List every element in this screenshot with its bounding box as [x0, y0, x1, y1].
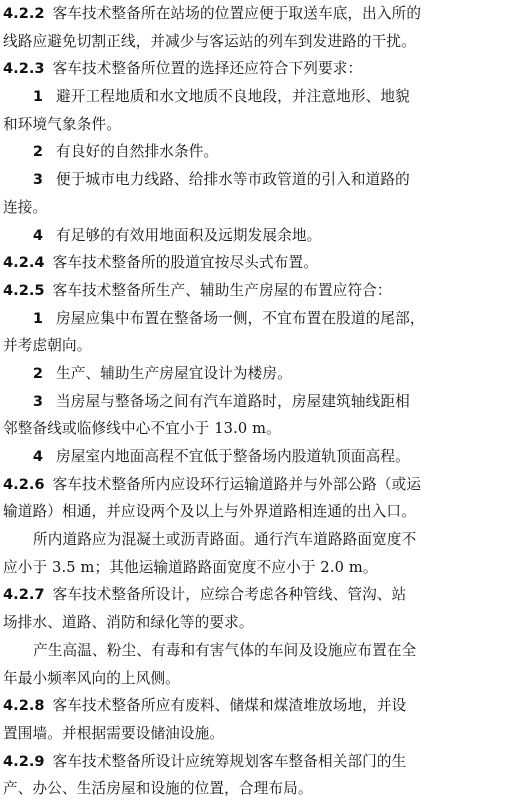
clause-number: 4.2.7 — [3, 586, 45, 604]
line-text: 有良好的自然排水条件。 — [56, 143, 219, 161]
list-item-line — [3, 222, 528, 250]
item-number: 2 — [32, 143, 44, 161]
line-text: 客车技术整备所设计应统筹规划客车整备相关部门的生 — [52, 752, 407, 770]
line-text: 产、办公、生活房屋和设施的位置，合理布局。 — [3, 780, 313, 798]
text-line — [3, 554, 528, 582]
list-item-line — [3, 83, 528, 111]
line-text: 客车技术整备所在站场的位置应便于取送车底，出入所的 — [52, 5, 422, 22]
line-text: 线路应避免切割正线，并减少与客运站的列车到发进路的干扰。 — [3, 32, 416, 50]
line-text: 当房屋与整备场之间有汽车道路时，房屋建筑轴线距相 — [56, 392, 410, 410]
clause-number: 4.2.6 — [3, 475, 45, 493]
text-line — [3, 720, 528, 748]
line-text: 并考虑朝向。 — [3, 337, 92, 355]
item-number: 1 — [32, 309, 44, 327]
line-text: 年最小频率风向的上风侧。 — [3, 669, 180, 687]
item-number: 4 — [32, 448, 44, 465]
item-number: 1 — [32, 88, 44, 106]
line-text: 避开工程地质和水文地质不良地段，并注意地形、地貌 — [56, 88, 410, 106]
list-item-line — [3, 166, 528, 194]
document-body — [3, 0, 528, 803]
text-line — [3, 111, 528, 139]
list-item-line — [3, 305, 528, 333]
text-line — [3, 498, 528, 526]
line-text: 客车技术整备所设计，应综合考虑各种管线、管沟、站 — [52, 586, 407, 604]
line-text: 应小于 3.5 m；其他运输道路路面宽度不应小于 2.0 m。 — [3, 558, 378, 576]
line-text: 邻整备线或临修线中心不宜小于 13.0 m。 — [3, 420, 281, 438]
text-line — [3, 415, 528, 443]
paragraph-start-line — [3, 637, 528, 665]
item-number: 2 — [32, 364, 44, 382]
line-text: 连接。 — [3, 198, 48, 216]
text-line — [3, 609, 528, 637]
clause-number: 4.2.5 — [3, 281, 45, 299]
clause-number: 4.2.9 — [3, 752, 45, 770]
line-text: 客车技术整备所内应设环行运输道路并与外部公路（或运 — [52, 475, 422, 493]
paragraph-start-line — [3, 526, 528, 554]
line-text: 客车技术整备所的股道宜按尽头式布置。 — [52, 254, 318, 272]
line-text: 房屋室内地面高程不宜低于整备场内股道轨顶面高程。 — [56, 448, 410, 465]
list-item-line — [3, 443, 528, 471]
line-text: 客车技术整备所生产、辅助生产房屋的布置应符合： — [52, 281, 392, 299]
line-text: 生产、辅助生产房屋宜设计为楼房。 — [56, 364, 292, 382]
list-item-line — [3, 388, 528, 416]
clause-number: 4.2.2 — [3, 5, 45, 22]
clause-line — [3, 748, 528, 776]
clause-line — [3, 471, 528, 499]
line-text: 房屋应集中布置在整备场一侧，不宜布置在股道的尾部， — [56, 309, 425, 327]
clause-line — [3, 581, 528, 609]
clause-number: 4.2.8 — [3, 697, 45, 715]
clause-line — [3, 277, 528, 305]
line-text: 输道路）相通，并应设两个及以上与外界道路相连通的出入口。 — [3, 503, 416, 521]
clause-number: 4.2.3 — [3, 60, 45, 78]
line-text: 置围墙。并根据需要设储油设施。 — [3, 724, 225, 742]
item-number: 3 — [32, 392, 44, 410]
text-line — [3, 332, 528, 360]
text-line — [3, 28, 528, 56]
line-text: 所内道路应为混凝土或沥青路面。通行汽车道路路面宽度不 — [33, 531, 417, 549]
list-item-line — [3, 138, 528, 166]
line-text: 产生高温、粉尘、有毒和有害气体的车间及设施应布置在全 — [33, 641, 417, 659]
text-line — [3, 194, 528, 222]
item-number: 3 — [32, 171, 44, 189]
text-line — [3, 665, 528, 693]
text-line — [3, 775, 528, 803]
list-item-line — [3, 360, 528, 388]
line-text: 客车技术整备所应有废料、储煤和煤渣堆放场地，并设 — [52, 697, 407, 715]
item-number: 4 — [32, 226, 44, 244]
line-text: 客车技术整备所位置的选择还应符合下列要求： — [52, 60, 363, 78]
line-text: 和环境气象条件。 — [3, 115, 121, 133]
clause-number: 4.2.4 — [3, 254, 45, 272]
line-text: 便于城市电力线路、给排水等市政管道的引入和道路的 — [56, 171, 410, 189]
line-text: 有足够的有效用地面积及远期发展余地。 — [56, 226, 322, 244]
clause-line — [3, 0, 528, 28]
line-text: 场排水、道路、消防和绿化等的要求。 — [3, 614, 254, 632]
clause-line — [3, 249, 528, 277]
clause-line — [3, 692, 528, 720]
clause-line — [3, 55, 528, 83]
